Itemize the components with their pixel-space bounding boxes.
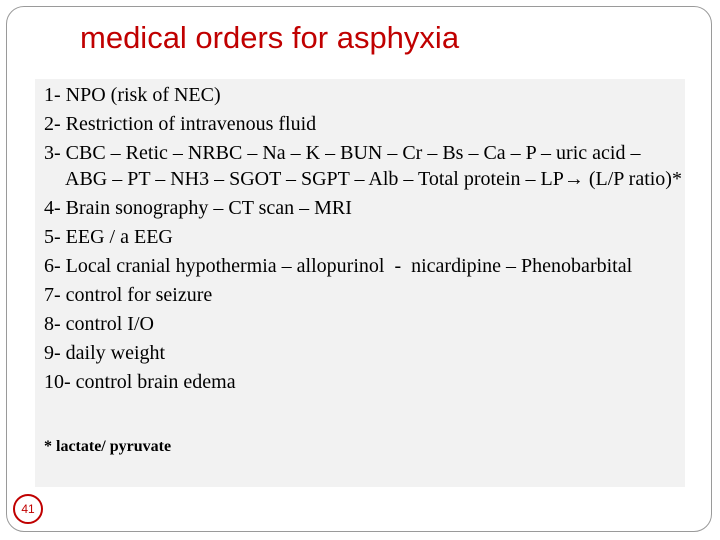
- page-number-badge: [13, 494, 43, 524]
- orders-list: [44, 82, 684, 398]
- order-item-10: 10- control brain edema: [44, 371, 236, 393]
- order-item-3: 3- CBC – Retic – NRBC – Na – K – BUN – Cr – Bs – Ca – P – uric acid – ABG – PT – NH3 – SGOT – SGPT – Alb – Total protein – LP→ (L/P ratio)*: [44, 142, 682, 190]
- order-item-5: 5- EEG / a EEG: [44, 226, 173, 248]
- order-item-7: 7- control for seizure: [44, 284, 213, 306]
- order-item-8: 8- control I/O: [44, 313, 154, 335]
- slide-title: medical orders for asphyxia: [80, 20, 460, 55]
- order-item-1: 1- NPO (risk of NEC): [44, 84, 221, 106]
- order-item-2: 2- Restriction of intravenous fluid: [44, 113, 317, 135]
- order-item-4: 4- Brain sonography – CT scan – MRI: [44, 197, 352, 219]
- page-number: 41: [21, 502, 35, 516]
- order-item-6: 6- Local cranial hypothermia – allopurinol - nicardipine – Phenobarbital: [44, 255, 633, 277]
- order-item-9: 9- daily weight: [44, 342, 166, 364]
- footnote: * lactate/ pyruvate: [44, 438, 172, 455]
